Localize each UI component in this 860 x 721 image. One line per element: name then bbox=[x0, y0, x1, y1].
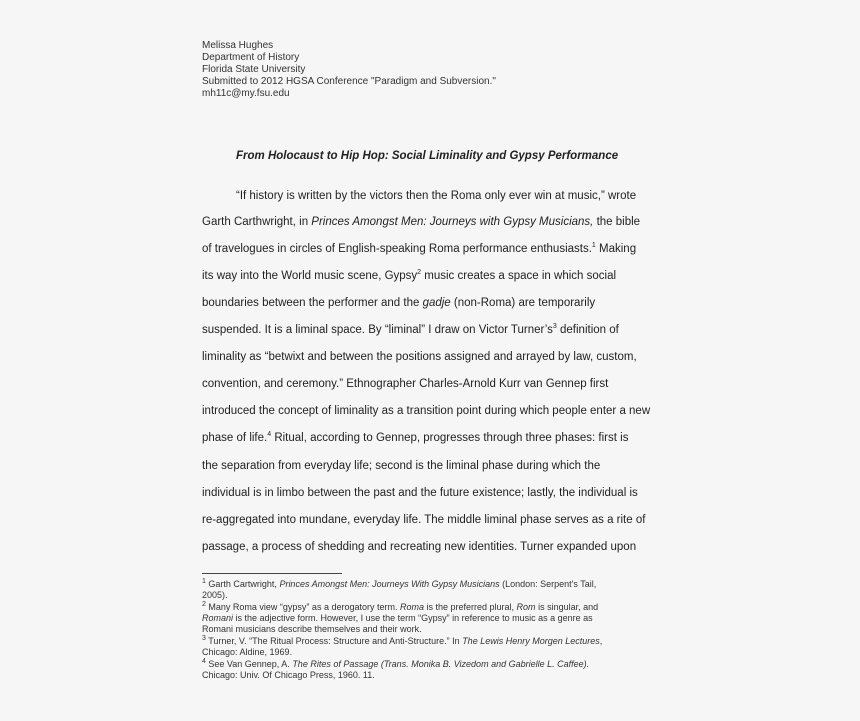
footnote-number: 4 bbox=[202, 658, 206, 665]
body-line-6 bbox=[202, 324, 619, 336]
body-text: music creates a space in which social bbox=[421, 270, 617, 282]
author-email: mh11c@my.fsu.edu bbox=[202, 88, 290, 99]
footnote-2-line-3: Romani musicians describe themselves and their work. bbox=[202, 624, 422, 634]
body-line-11: the separation from everyday life; second is the liminal phase during which the bbox=[202, 460, 601, 472]
body-text: of travelogues in circles of English-speaking Roma performance enthusiasts. bbox=[202, 243, 592, 255]
footnote-number: 3 bbox=[202, 635, 206, 642]
body-text: the bible bbox=[593, 216, 641, 228]
body-text: boundaries between the performer and the bbox=[202, 297, 423, 309]
author-department: Department of History bbox=[202, 52, 300, 63]
footnote-number: 1 bbox=[202, 578, 206, 585]
body-line-10 bbox=[202, 432, 628, 444]
footnote-4-line-2: Chicago: Univ. Of Chicago Press, 1960. 11. bbox=[202, 670, 375, 680]
footnote-term: Romani bbox=[202, 613, 234, 623]
body-text: suspended. It is a liminal space. By “liminal” I draw on Victor Turner’s bbox=[202, 324, 553, 336]
body-line-2 bbox=[202, 216, 640, 228]
footnote-text: Garth Cartwright, bbox=[205, 579, 280, 589]
author-block bbox=[202, 40, 496, 100]
footnote-1-line-1 bbox=[202, 579, 596, 589]
body-text: Garth Carthwright, in bbox=[202, 216, 312, 228]
footnote-text: Turner, V. “The Ritual Process: Structure and Anti-Structure.” In bbox=[205, 636, 463, 646]
footnote-text: , bbox=[599, 636, 603, 646]
body-line-12: individual is in limbo between the past and the future existence; lastly, the individual is bbox=[202, 487, 638, 499]
footnote-title: The Lewis Henry Morgen Lectures bbox=[462, 636, 600, 646]
footnote-text: is the preferred plural, bbox=[424, 602, 517, 612]
footnote-ref: 1 bbox=[591, 242, 596, 250]
italic-term: gadje bbox=[422, 297, 451, 309]
footnote-text: See Van Gennep, A. bbox=[205, 659, 293, 669]
footnote-divider bbox=[202, 573, 342, 574]
body-line-1: “If history is written by the victors then the Roma only ever win at music,” wrote bbox=[236, 190, 637, 202]
footnote-text: is singular, and bbox=[535, 602, 599, 612]
body-text: (non-Roma) are temporarily bbox=[450, 297, 596, 309]
footnote-number: 2 bbox=[202, 601, 206, 608]
body-line-3 bbox=[202, 243, 636, 255]
footnote-ref: 3 bbox=[552, 323, 557, 331]
footnote-2-line-1 bbox=[202, 602, 598, 612]
book-title: Princes Amongst Men: Journeys with Gypsy Musicians, bbox=[311, 216, 594, 228]
footnote-ref: 2 bbox=[417, 269, 422, 277]
author-name: Melissa Hughes bbox=[202, 40, 274, 51]
body-text: its way into the World music scene, Gypsy bbox=[202, 270, 418, 282]
footnote-2-line-2 bbox=[202, 613, 593, 623]
body-text: Ritual, according to Gennep, progresses through three phases: first is bbox=[271, 432, 629, 444]
paper-title: From Holocaust to Hip Hop: Social Liminality and Gypsy Performance bbox=[236, 150, 619, 162]
footnote-text: is the adjective form. However, I use the term “Gypsy” in reference to music as a genre as bbox=[233, 613, 593, 623]
body-line-8: convention, and ceremony.” Ethnographer Charles-Arnold Kurr van Gennep first bbox=[202, 378, 609, 390]
author-university: Florida State University bbox=[202, 64, 306, 75]
footnote-text: (London: Serpent's Tail, bbox=[499, 579, 597, 589]
footnote-1-line-2: 2005). bbox=[202, 590, 228, 600]
body-line-9: introduced the concept of liminality as a transition point during which people enter a new bbox=[202, 405, 651, 417]
body-text: Making bbox=[595, 243, 637, 255]
footnote-ref: 4 bbox=[267, 431, 272, 439]
body-line-14: passage, a process of shedding and recreating new identities. Turner expanded upon bbox=[202, 541, 637, 553]
body-text: phase of life. bbox=[202, 432, 268, 444]
body-line-5 bbox=[202, 297, 595, 309]
footnote-4-line-1 bbox=[202, 659, 589, 669]
body-line-7: liminality as “betwixt and between the positions assigned and arrayed by law, custom, bbox=[202, 351, 637, 363]
footnote-title: The Rites of Passage (Trans. Monika B. Vizedom and Gabrielle L. Caffee). bbox=[292, 659, 590, 669]
body-line-4 bbox=[202, 270, 616, 282]
body-text: definition of bbox=[556, 324, 619, 336]
body-line-13: re-aggregated into mundane, everyday life. The middle liminal phase serves as a rite of bbox=[202, 514, 646, 526]
footnote-term: Roma bbox=[399, 602, 424, 612]
footnote-title: Princes Amongst Men: Journeys With Gypsy Musicians bbox=[279, 579, 500, 589]
footnote-3-line-1 bbox=[202, 636, 602, 646]
footnote-text: Many Roma view “gypsy” as a derogatory term. bbox=[205, 602, 400, 612]
submission-note: Submitted to 2012 HGSA Conference "Paradigm and Subversion." bbox=[202, 76, 496, 87]
footnote-3-line-2: Chicago: Aldine, 1969. bbox=[202, 647, 293, 657]
footnote-term: Rom bbox=[516, 602, 536, 612]
